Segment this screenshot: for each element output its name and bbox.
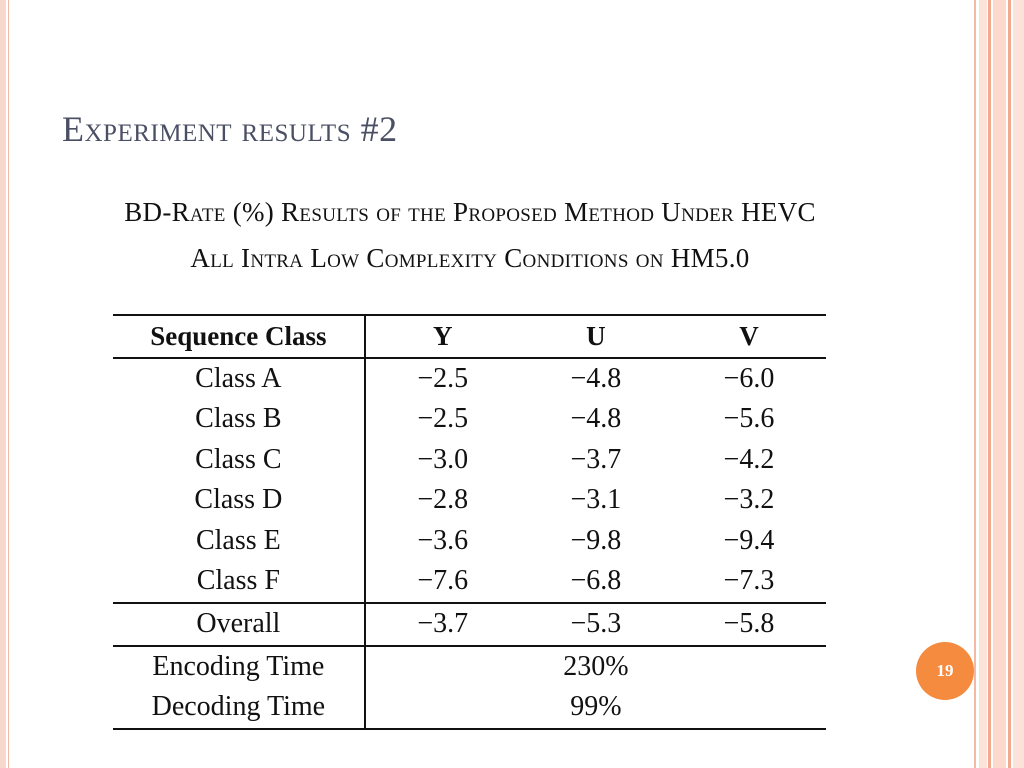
table-header-row	[113, 315, 826, 358]
cell-v: −7.3	[723, 565, 775, 597]
table-row	[113, 480, 826, 521]
decoding-time-value: 99%	[365, 687, 826, 729]
cell-u: −6.8	[570, 565, 622, 597]
overall-label: Overall	[113, 603, 365, 646]
page-number-badge	[916, 642, 974, 700]
cell-y: −3.6	[417, 524, 469, 556]
row-label: Class A	[113, 358, 365, 400]
header-v: V	[672, 315, 826, 358]
cell-v: −6.0	[723, 362, 775, 394]
left-border-decoration	[0, 0, 6, 768]
table-row	[113, 561, 826, 603]
table-row	[113, 399, 826, 440]
row-label: Class D	[113, 480, 365, 521]
cell-y: −2.5	[417, 362, 469, 394]
row-label: Class F	[113, 561, 365, 603]
decoding-time-row	[113, 687, 826, 729]
right-stripe	[1013, 0, 1024, 768]
cell-u: −4.8	[570, 362, 622, 394]
cell-v: −9.4	[723, 524, 775, 556]
cell-u: −3.7	[570, 443, 622, 475]
results-table	[113, 314, 826, 730]
header-sequence-class: Sequence Class	[113, 315, 365, 358]
right-stripe	[988, 0, 991, 768]
cell-u: −4.8	[570, 403, 622, 435]
right-stripe	[974, 0, 976, 768]
overall-row	[113, 603, 826, 646]
table-row	[113, 440, 826, 481]
decoding-time-label: Decoding Time	[113, 687, 365, 729]
cell-y: −2.8	[417, 484, 469, 516]
table-caption-line-1: BD-Rate (%) Results of the Proposed Method Under HEVC	[124, 197, 816, 227]
cell-v: −3.2	[723, 484, 775, 516]
encoding-time-row	[113, 646, 826, 688]
encoding-time-value: 230%	[563, 650, 629, 682]
overall-v: −5.8	[672, 603, 826, 646]
cell-u: −9.8	[570, 524, 622, 556]
encoding-time-label: Encoding Time	[113, 646, 365, 688]
table-caption-line-2: All Intra Low Complexity Conditions on HM5.0	[190, 243, 750, 273]
slide-title: Experiment results #2	[62, 109, 398, 149]
row-label: Class C	[113, 440, 365, 481]
row-label: Class E	[113, 521, 365, 562]
page-number: 19	[936, 661, 954, 680]
cell-v: −4.2	[723, 443, 775, 475]
row-label: Class B	[113, 399, 365, 440]
overall-y: −3.7	[365, 603, 520, 646]
table-row	[113, 358, 826, 400]
overall-u: −5.3	[520, 603, 672, 646]
cell-y: −2.5	[417, 403, 469, 435]
cell-y: −7.6	[417, 565, 469, 597]
cell-y: −3.0	[417, 443, 469, 475]
cell-v: −5.6	[723, 403, 775, 435]
right-stripe	[993, 0, 1006, 768]
right-stripe	[1008, 0, 1011, 768]
right-stripe	[979, 0, 987, 768]
left-border-line	[8, 0, 9, 768]
table-row	[113, 521, 826, 562]
cell-u: −3.1	[570, 484, 622, 516]
header-u: U	[520, 315, 672, 358]
header-y: Y	[365, 315, 520, 358]
